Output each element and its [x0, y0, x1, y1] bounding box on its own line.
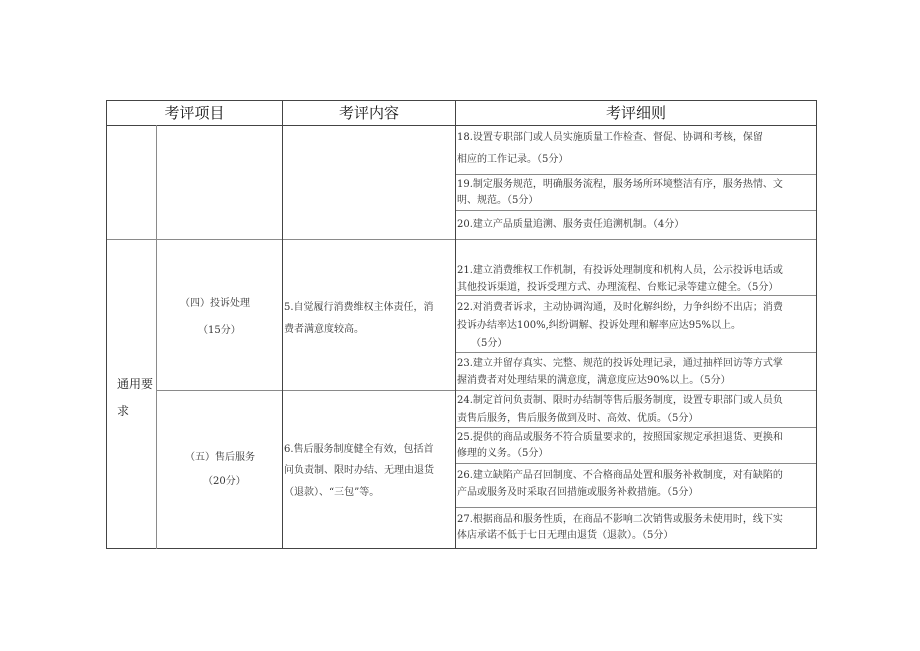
category-divider	[156, 125, 157, 549]
item-complaint-score: （15分）	[198, 325, 241, 336]
detail-20: 20.建立产品质量追溯、服务责任追溯机制。（4分）	[457, 219, 685, 230]
detail-18-line1: 18.设置专职部门或人员实施质量工作检查、督促、协调和考核，保留	[457, 132, 763, 143]
detail-27-line2: 体店承诺不低于七日无理由退货（退款）。（5分）	[457, 530, 674, 541]
table-bottom-border	[106, 548, 817, 549]
content-detail-divider	[455, 100, 456, 549]
detail-19-line2: 明、规范。（5分）	[457, 195, 539, 206]
detail-21-line1: 21.建立消费维权工作机制，有投诉处理制度和机构人员，公示投诉电话或	[457, 265, 783, 276]
header-item: 考评项目	[164, 104, 225, 122]
detail-27-line1: 27.根据商品和服务性质，在商品不影响二次销售或服务未使用时，线下实	[457, 514, 783, 525]
detail-25-line1: 25.提供的商品或服务不符合质量要求的，按照国家规定承担退货、更换和	[457, 432, 783, 443]
category-label-line1: 通用要	[117, 377, 154, 391]
detail-19-line1: 19.制定服务规范，明确服务流程，服务场所环境整洁有序，服务热情、文	[457, 179, 783, 190]
content-5-line2: 费者满意度较高。	[284, 324, 364, 335]
detail-24-line2: 责售后服务，售后服务做到及时、高效、优质。（5分）	[457, 413, 699, 424]
detail-26-line1: 26.建立缺陷产品召回制度、不合格商品处置和服务补救制度，对有缺陷的	[457, 470, 783, 481]
category-label-line2: 求	[117, 404, 130, 418]
detail-separator	[455, 507, 817, 508]
item-after-sales: （五）售后服务	[185, 452, 255, 463]
item-complaint-handling: （四）投诉处理	[180, 298, 250, 309]
header-detail: 考评细则	[605, 104, 666, 122]
detail-22-line2: 投诉办结率达100%,纠纷调解、投诉处理和解率应达95%以上。	[457, 320, 741, 331]
content-6-line3: （退款）、“三包”等。	[284, 487, 380, 498]
table-right-border	[816, 100, 817, 549]
detail-22-line3: （5分）	[471, 338, 508, 349]
detail-23-line1: 23.建立并留存真实、完整、规范的投诉处理记录，通过抽样回访等方式掌	[457, 358, 783, 369]
section-separator-1	[106, 239, 817, 240]
header-content: 考评内容	[338, 104, 399, 122]
detail-21-line2: 其他投诉渠道，投诉受理方式、办理流程、台账记录等建立健全。（5分）	[457, 282, 779, 293]
detail-24-line1: 24.制定首问负责制、限时办结制等售后服务制度，设置专职部门或人员负	[457, 395, 783, 406]
content-6-line2: 问负责制、限时办结、无理由退货	[284, 465, 434, 476]
item-content-divider	[282, 100, 283, 549]
detail-separator	[455, 352, 817, 353]
table-left-border	[106, 100, 107, 549]
content-6-line1: 6.售后服务制度健全有效，包括首	[284, 444, 434, 455]
item-after-sales-score: （20分）	[203, 476, 246, 487]
detail-22-line1: 22.对消费者诉求，主动协调沟通，及时化解纠纷，力争纠纷不出店；消费	[457, 302, 783, 313]
detail-18-line2: 相应的工作记录。（5分）	[457, 154, 569, 165]
content-5-line1: 5.自觉履行消费维权主体责任，消	[284, 302, 434, 313]
detail-26-line2: 产品或服务及时采取召回措施或服务补救措施。（5分）	[457, 487, 699, 498]
detail-23-line2: 握消费者对处理结果的满意度，满意度应达90%以上。（5分）	[457, 375, 731, 386]
detail-25-line2: 修理的义务。（5分）	[457, 448, 549, 459]
header-bottom-border	[106, 125, 817, 126]
